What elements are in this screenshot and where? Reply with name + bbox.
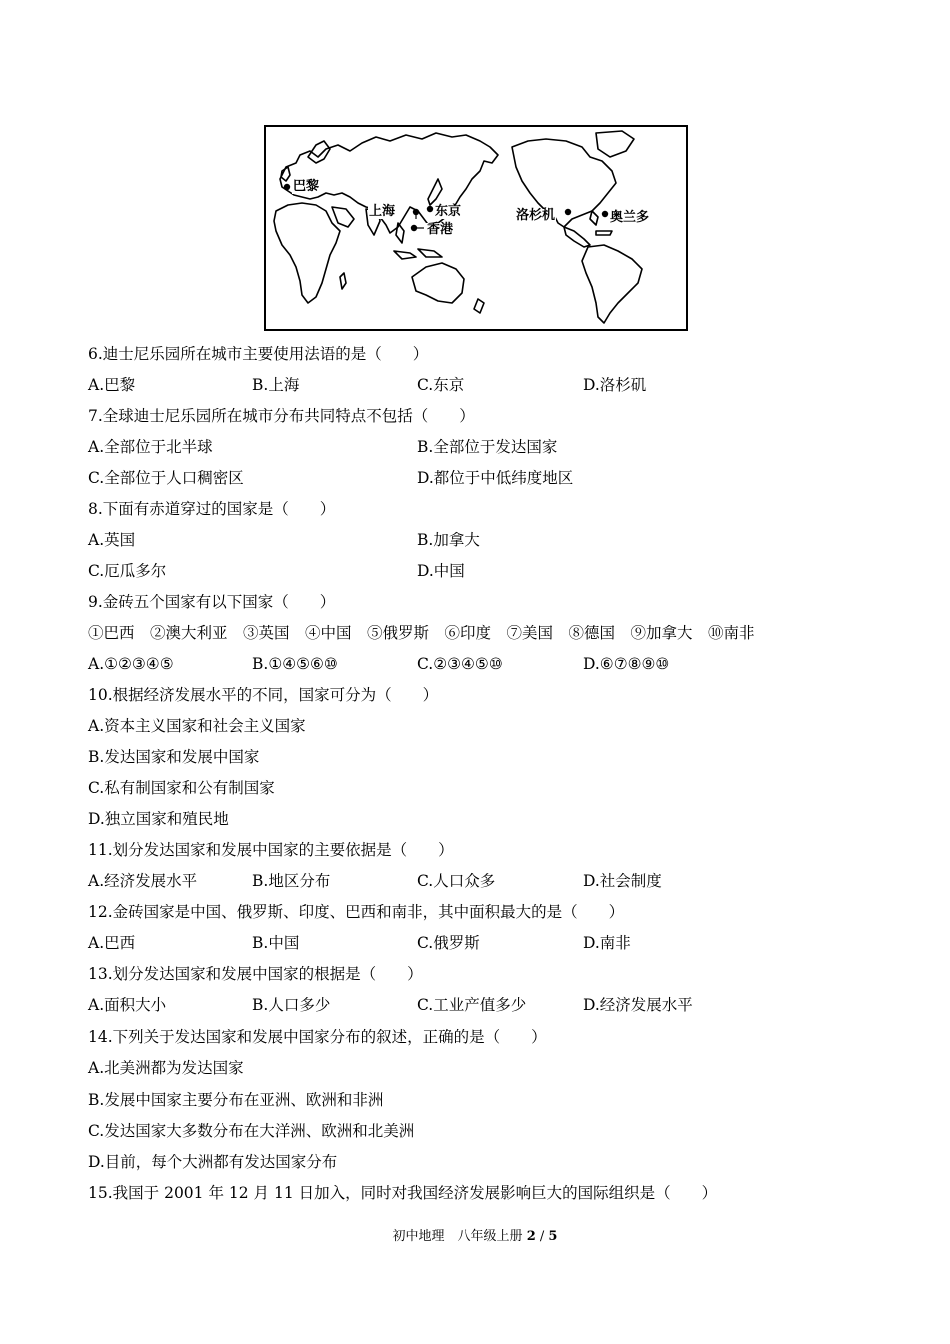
q10-option-c: C.私有制国家和公有制国家 <box>88 779 275 797</box>
q9-option-d: D.⑥⑦⑧⑨⑩ <box>583 655 670 673</box>
q10-option-b: B.发达国家和发展中国家 <box>88 748 260 766</box>
q13-option-c: C.工业产值多少 <box>417 996 527 1014</box>
q8-option-c: C.厄瓜多尔 <box>88 562 167 580</box>
q13-option-d: D.经济发展水平 <box>583 996 693 1014</box>
world-map-figure <box>264 125 688 331</box>
q13-option-b: B.人口多少 <box>252 996 331 1014</box>
q8-option-d: D.中国 <box>417 562 465 580</box>
question-12-stem: 12.金砖国家是中国、俄罗斯、印度、巴西和南非，其中面积最大的是（ ） <box>88 903 625 921</box>
q14-option-c: C.发达国家大多数分布在大洋洲、欧洲和北美洲 <box>88 1122 415 1140</box>
question-9-stem: 9.金砖五个国家有以下国家（ ） <box>88 593 336 611</box>
q13-option-a: A.面积大小 <box>88 996 167 1014</box>
question-15-stem: 15.我国于 2001 年 12 月 11 日加入，同时对我国经济发展影响巨大的国际组织是（ ） <box>88 1184 718 1202</box>
city-label-hongkong: 香港 <box>427 222 454 237</box>
q6-option-b: B.上海 <box>252 376 300 394</box>
q9-option-c: C.②③④⑤⑩ <box>417 655 503 673</box>
q7-option-a: A.全部位于北半球 <box>88 438 213 456</box>
q14-option-b: B.发展中国家主要分布在亚洲、欧洲和非洲 <box>88 1091 384 1109</box>
q9-option-b: B.①④⑤⑥⑩ <box>252 655 338 673</box>
question-14-stem: 14.下列关于发达国家和发展中国家分布的叙述，正确的是（ ） <box>88 1028 547 1046</box>
footer-course: 初中地理 八年级上册 <box>392 1229 523 1244</box>
question-10-stem: 10.根据经济发展水平的不同，国家可分为（ ） <box>88 686 439 704</box>
q12-option-a: A.巴西 <box>88 934 136 952</box>
q7-option-d: D.都位于中低纬度地区 <box>417 469 574 487</box>
q8-option-a: A.英国 <box>88 531 136 549</box>
footer-page-number: 2 <box>526 1229 536 1244</box>
q7-option-c: C.全部位于人口稠密区 <box>88 469 244 487</box>
q10-option-d: D.独立国家和殖民地 <box>88 810 229 828</box>
question-11-stem: 11.划分发达国家和发展中国家的主要依据是（ ） <box>88 841 454 859</box>
q12-option-b: B.中国 <box>252 934 300 952</box>
question-6-stem: 6.迪士尼乐园所在城市主要使用法语的是（ ） <box>88 345 429 363</box>
city-label-tokyo: 东京 <box>435 204 462 219</box>
q11-option-c: C.人口众多 <box>417 872 496 890</box>
q14-option-a: A.北美洲都为发达国家 <box>88 1059 244 1077</box>
footer-page-total: 5 <box>548 1229 558 1244</box>
footer-page-separator: / <box>535 1229 549 1244</box>
city-label-losangeles: 洛杉机 <box>516 208 556 223</box>
city-label-paris: 巴黎 <box>293 179 320 194</box>
question-8-stem: 8.下面有赤道穿过的国家是（ ） <box>88 500 336 518</box>
page-footer <box>0 1228 950 1246</box>
q7-option-b: B.全部位于发达国家 <box>417 438 558 456</box>
world-map-outline <box>266 127 686 329</box>
q11-option-b: B.地区分布 <box>252 872 331 890</box>
city-label-orlando: 奥兰多 <box>610 210 650 225</box>
city-label-shanghai: 上海 <box>369 204 396 219</box>
q9-country-list: ①巴西 ②澳大利亚 ③英国 ④中国 ⑤俄罗斯 ⑥印度 ⑦美国 ⑧德国 ⑨加拿大 ⑩南非 <box>88 624 755 642</box>
q12-option-d: D.南非 <box>583 934 631 952</box>
q14-option-d: D.目前，每个大洲都有发达国家分布 <box>88 1153 338 1171</box>
q10-option-a: A.资本主义国家和社会主义国家 <box>88 717 306 735</box>
question-13-stem: 13.划分发达国家和发展中国家的根据是（ ） <box>88 965 423 983</box>
q8-option-b: B.加拿大 <box>417 531 480 549</box>
q9-option-a: A.①②③④⑤ <box>88 655 174 673</box>
q6-option-c: C.东京 <box>417 376 465 394</box>
q11-option-a: A.经济发展水平 <box>88 872 198 890</box>
q6-option-a: A.巴黎 <box>88 376 136 394</box>
q12-option-c: C.俄罗斯 <box>417 934 480 952</box>
q6-option-d: D.洛杉矶 <box>583 376 647 394</box>
q11-option-d: D.社会制度 <box>583 872 662 890</box>
question-7-stem: 7.全球迪士尼乐园所在城市分布共同特点不包括（ ） <box>88 407 475 425</box>
